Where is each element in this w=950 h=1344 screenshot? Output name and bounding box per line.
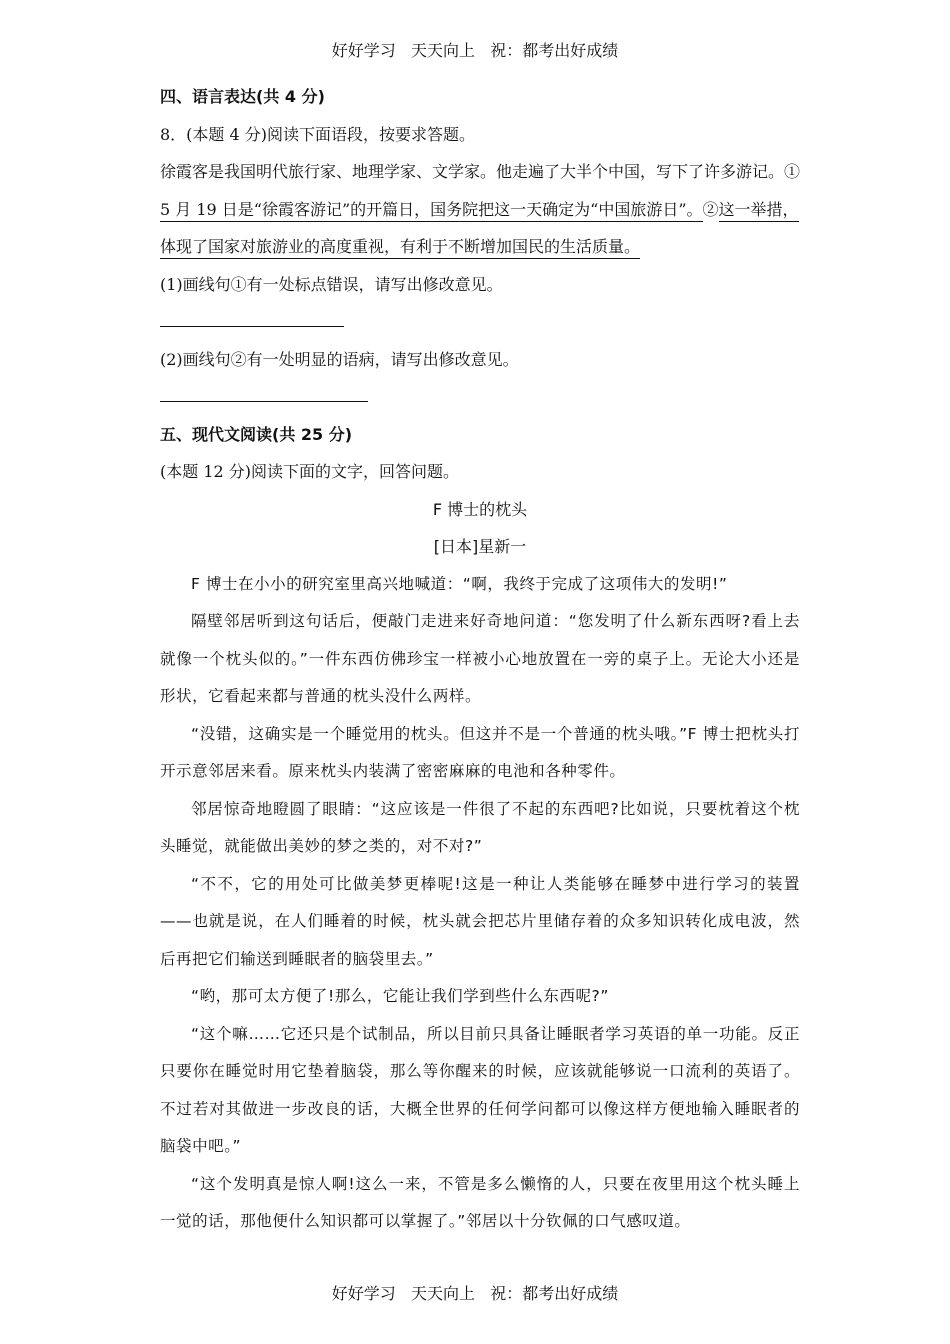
answer-blank-1[interactable] <box>160 303 800 341</box>
story-paragraph: 隔壁邻居听到这句话后，便敲门走进来好奇地问道：“您发明了什么新东西呀?看上去就像一个枕头似的。”一件东西仿佛珍宝一样被小心地放置在一旁的桌子上。无论大小还是形状，它看起来都与普通的枕头没什么两样。 <box>160 612 800 705</box>
question-8-prompt: 8．(本题 4 分)阅读下面语段，按要求答题。 <box>160 124 476 144</box>
story-paragraph: “没错，这确实是一个睡觉用的枕头。但这并不是一个普通的枕头哦。”F 博士把枕头打开示意邻居来看。原来枕头内装满了密密麻麻的电池和各种零件。 <box>160 724 800 780</box>
story-paragraph: F 博士在小小的研究室里高兴地喊道：“啊，我终于完成了这项伟大的发明!” <box>191 574 728 593</box>
passage-line-1 <box>160 153 800 191</box>
passage-intro: 徐霞客是我国明代旅行家、地理学家、文学家。他走遍了大半个中国，写下了许多游记。① <box>160 162 801 181</box>
answer-line-1 <box>160 326 344 327</box>
story-paragraph: “这个发明真是惊人啊!这么一来，不管是多么懒惰的人，只要在夜里用这个枕头睡上一觉的话，那他便什么知识都可以掌握了。”邻居以十分钦佩的口气感叹道。 <box>160 1174 800 1230</box>
page-footer: 好好学习 天天向上 祝：都考出好成绩 <box>331 1284 619 1303</box>
story-paragraph: “这个嘛……它还只是个试制品，所以目前只具备让睡眠者学习英语的单一功能。反正只要你在睡觉时用它垫着脑袋，那么等你醒来的时候，应该就能够说一口流利的英语了。不过若对其做进一步改良的话，大概全世界的任何学问都可以像这样方便地输入睡眠者的脑袋中吧。” <box>160 1024 800 1155</box>
underlined-sentence-1: 5 月 19 日是“徐霞客游记”的开篇日，国务院把这一天确定为“中国旅游日”。 <box>160 200 703 222</box>
underlined-sentence-2b: 体现了国家对旅游业的高度重视，有利于不断增加国民的生活质量。 <box>160 237 640 259</box>
section-four-title: 四、语言表达(共 4 分) <box>160 87 325 106</box>
passage-line-2 <box>160 191 800 229</box>
story-paragraph: “不不，它的用处可比做美梦更棒呢!这是一种让人类能够在睡梦中进行学习的装置——也就是说，在人们睡着的时候，枕头就会把芯片里储存着的众多知识转化成电波，然后再把它们输送到睡眠者的脑袋里去。” <box>160 874 800 968</box>
marker-2: ② <box>702 199 719 219</box>
story-paragraph: “哟，那可太方便了!那么，它能让我们学到些什么东西呢?” <box>191 987 609 1005</box>
story-title: F 博士的枕头 <box>432 499 528 519</box>
section-five-title: 五、现代文阅读(共 25 分) <box>160 424 353 444</box>
story-paragraph: 邻居惊奇地瞪圆了眼睛：“这应该是一件很了不起的东西吧?比如说，只要枕着这个枕头睡觉，就能做出美妙的梦之类的，对不对?” <box>160 799 800 855</box>
sub-question-2: (2)画线句②有一处明显的语病，请写出修改意见。 <box>160 349 519 369</box>
reading-instruction: (本题 12 分)阅读下面的文字，回答问题。 <box>160 462 460 481</box>
page-header: 好好学习 天天向上 祝：都考出好成绩 <box>331 41 619 60</box>
story-author: [日本]星新一 <box>433 537 527 556</box>
passage-line-3 <box>160 228 800 266</box>
story-text <box>160 566 800 1241</box>
sub-question-1: (1)画线句①有一处标点错误，请写出修改意见。 <box>160 274 503 294</box>
answer-line-2 <box>160 401 368 402</box>
answer-blank-2[interactable] <box>160 378 800 416</box>
underlined-sentence-2a: 这一举措， <box>719 200 799 222</box>
document-body <box>160 78 800 1241</box>
